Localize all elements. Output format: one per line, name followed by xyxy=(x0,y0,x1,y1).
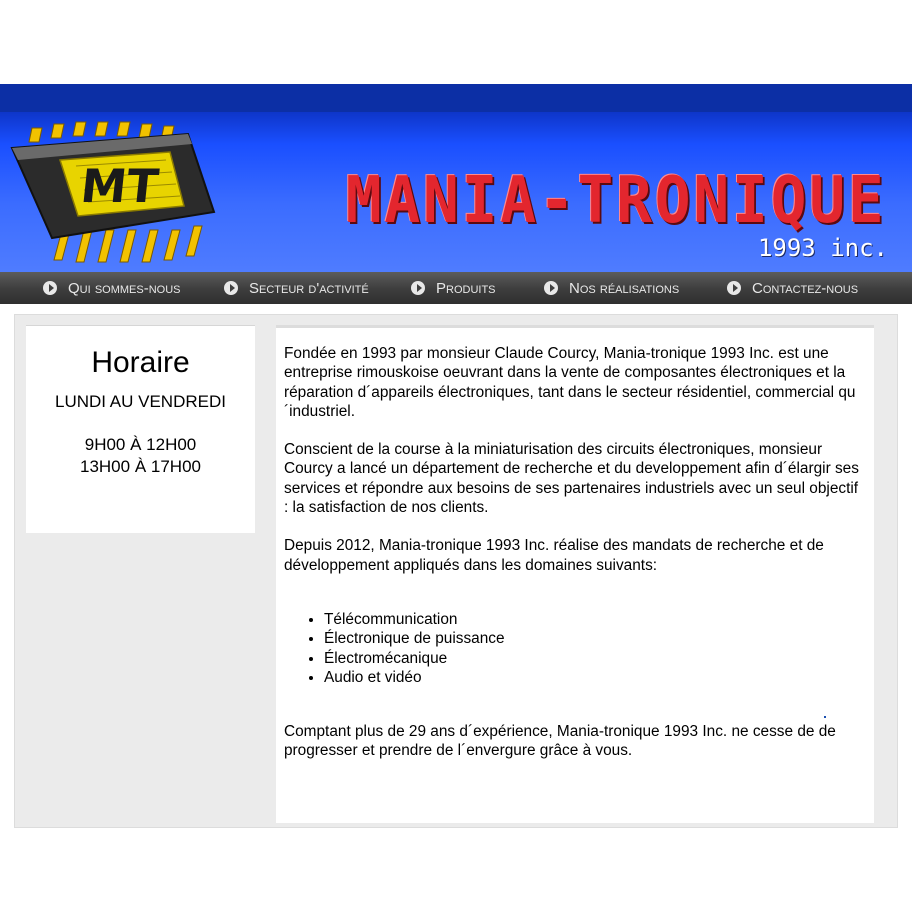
nav-label: Produits xyxy=(436,279,496,297)
stray-dot xyxy=(824,716,826,718)
nav-label: Contactez-nous xyxy=(752,279,859,297)
banner-top-band xyxy=(0,84,912,112)
domains-list xyxy=(324,610,860,687)
nav-label: Secteur d'activité xyxy=(249,279,369,297)
nav-label: Qui sommes-nous xyxy=(68,279,181,297)
main-nav xyxy=(0,272,912,304)
brand-title: MANIA-TRONIQUE xyxy=(345,164,886,238)
list-item: • Audio et vidéo xyxy=(324,668,860,687)
brand-subtitle: 1993 inc. xyxy=(757,234,888,262)
hours-panel xyxy=(26,325,255,533)
arrow-circle-icon xyxy=(544,281,558,295)
hours-morning: 9H00 À 12H00 xyxy=(84,435,197,454)
hours-afternoon: 13H00 À 17H00 xyxy=(80,457,201,476)
arrow-circle-icon xyxy=(43,281,57,295)
page-header xyxy=(0,84,912,304)
hours-days: LUNDI AU VENDREDI xyxy=(55,392,226,411)
banner xyxy=(0,84,912,272)
nav-produits[interactable] xyxy=(411,272,496,304)
domains-intro-paragraph: Depuis 2012, Mania-tronique 1993 Inc. réalise des mandats de recherche et de développement appliqués dans les domaines suivants: xyxy=(284,537,824,574)
nav-nos-realisations[interactable] xyxy=(544,272,679,304)
list-item: • Électromécanique xyxy=(324,649,860,668)
content-area xyxy=(14,314,898,828)
nav-label: Nos réalisations xyxy=(569,279,680,297)
microchip-icon[interactable] xyxy=(6,120,220,270)
hours-times xyxy=(26,434,255,478)
svg-text:MT: MT xyxy=(78,159,162,213)
nav-contactez-nous[interactable] xyxy=(727,272,858,304)
list-item: • Télécommunication xyxy=(324,610,860,629)
list-item: • Électronique de puissance xyxy=(324,629,860,648)
nav-qui-sommes-nous[interactable] xyxy=(43,272,181,304)
closing-paragraph: Comptant plus de 29 ans d´expérience, Mania-tronique 1993 Inc. ne cesse de de progresser et prendre de l´envergure grâce à vous. xyxy=(284,723,836,760)
hours-title: Horaire xyxy=(91,346,190,379)
arrow-circle-icon xyxy=(411,281,425,295)
main-content xyxy=(276,325,874,823)
research-paragraph: Conscient de la course à la miniaturisation des circuits électroniques, monsieur Courcy a lancé un département de recherche et du developpement afin d´élargir ses services et répondre aux besoins de ses partenaires industriels avec un seul objectif : la satisfaction de nos clients. xyxy=(284,441,859,517)
arrow-circle-icon xyxy=(727,281,741,295)
intro-paragraph: Fondée en 1993 par monsieur Claude Courcy, Mania-tronique 1993 Inc. est une entreprise rimouskoise oeuvrant dans la vente de composantes électroniques et la réparation d´appareils électroniques, tant dans le secteur résidentiel, commercial qu´industriel. xyxy=(284,345,856,420)
nav-secteur-activite[interactable] xyxy=(224,272,369,304)
arrow-circle-icon xyxy=(224,281,238,295)
